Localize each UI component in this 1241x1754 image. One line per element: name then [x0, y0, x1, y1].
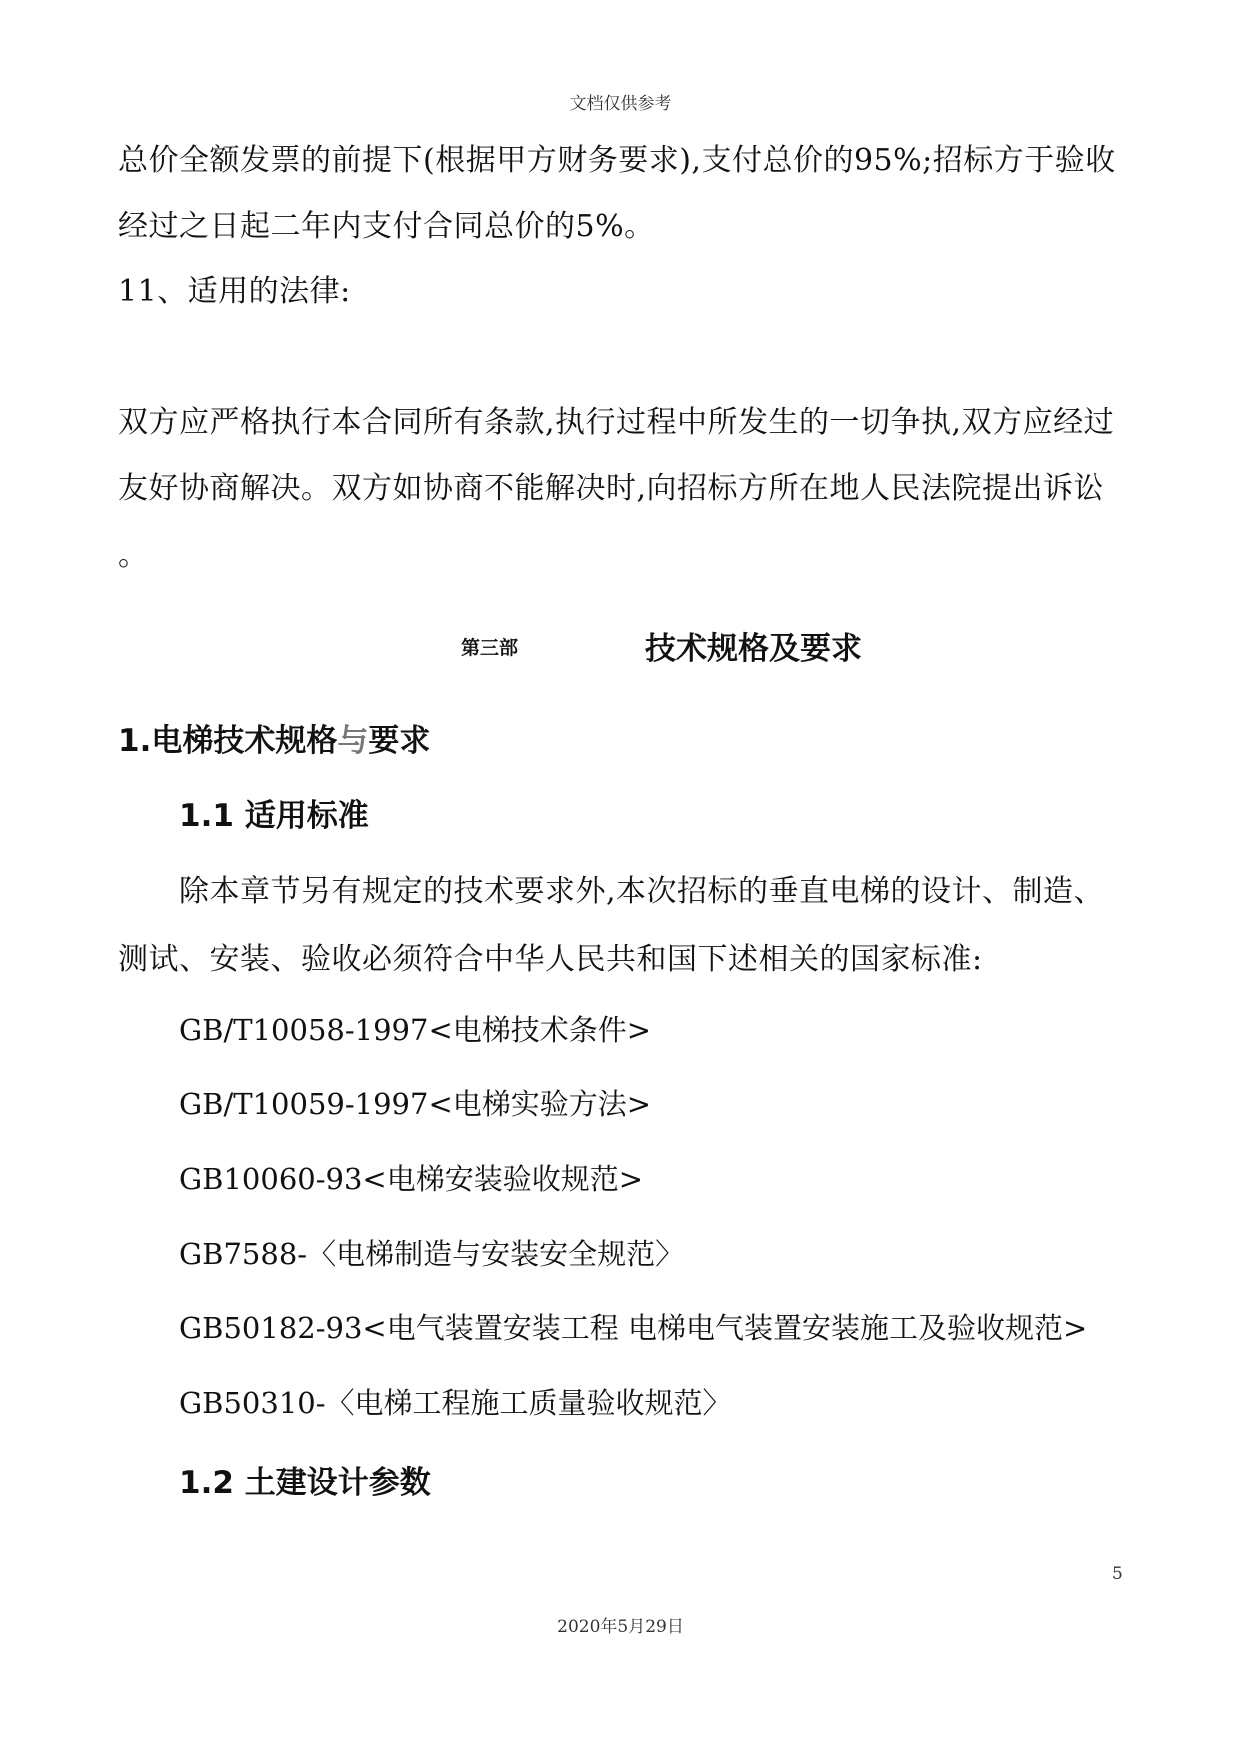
standard-item: GB10060-93<电梯安装验收规范>: [179, 1162, 644, 1196]
paragraph-line: 测试、安装、验收必须符合中华人民共和国下述相关的国家标准:: [118, 942, 983, 977]
section-heading-prefix: 1.电梯技术规格: [118, 723, 338, 759]
standard-item: GB7588-〈电梯制造与安装安全规范〉: [179, 1237, 685, 1271]
paragraph-line: 除本章节另有规定的技术要求外,本次招标的垂直电梯的设计、制造、: [179, 874, 1105, 909]
section-heading: [118, 715, 430, 760]
page-footer: 2020年5月29日: [557, 1617, 684, 1637]
paragraph-line: 友好协商解决。双方如协商不能解决时,向招标方所在地人民法院提出诉讼: [118, 471, 1105, 506]
paragraph-line: 。: [118, 538, 149, 573]
part-label: 第三部: [461, 637, 519, 659]
subsection-heading: 1.2 土建设计参数: [179, 1465, 431, 1501]
standard-item: GB50182-93<电气装置安装工程 电梯电气装置安装施工及验收规范>: [179, 1311, 1088, 1345]
section-heading-suffix: 要求: [368, 723, 431, 759]
page-header: 文档仅供参考: [569, 94, 672, 114]
paragraph-line: 经过之日起二年内支付合同总价的5%。: [118, 209, 655, 244]
standard-item: GB/T10058-1997<电梯技术条件>: [179, 1013, 652, 1047]
page-number: 5: [1112, 1564, 1123, 1584]
paragraph-line: 双方应严格执行本合同所有条款,执行过程中所发生的一切争执,双方应经过: [118, 405, 1115, 440]
section-heading-mid: 与: [337, 723, 369, 759]
clause-heading: 11、适用的法律:: [118, 274, 351, 309]
standard-item: GB50310-〈电梯工程施工质量验收规范〉: [179, 1386, 732, 1420]
part-title: 技术规格及要求: [645, 631, 862, 667]
standard-item: GB/T10059-1997<电梯实验方法>: [179, 1087, 652, 1121]
subsection-heading: 1.1 适用标准: [179, 798, 369, 834]
paragraph-line: 总价全额发票的前提下(根据甲方财务要求),支付总价的95%;招标方于验收: [118, 143, 1116, 178]
